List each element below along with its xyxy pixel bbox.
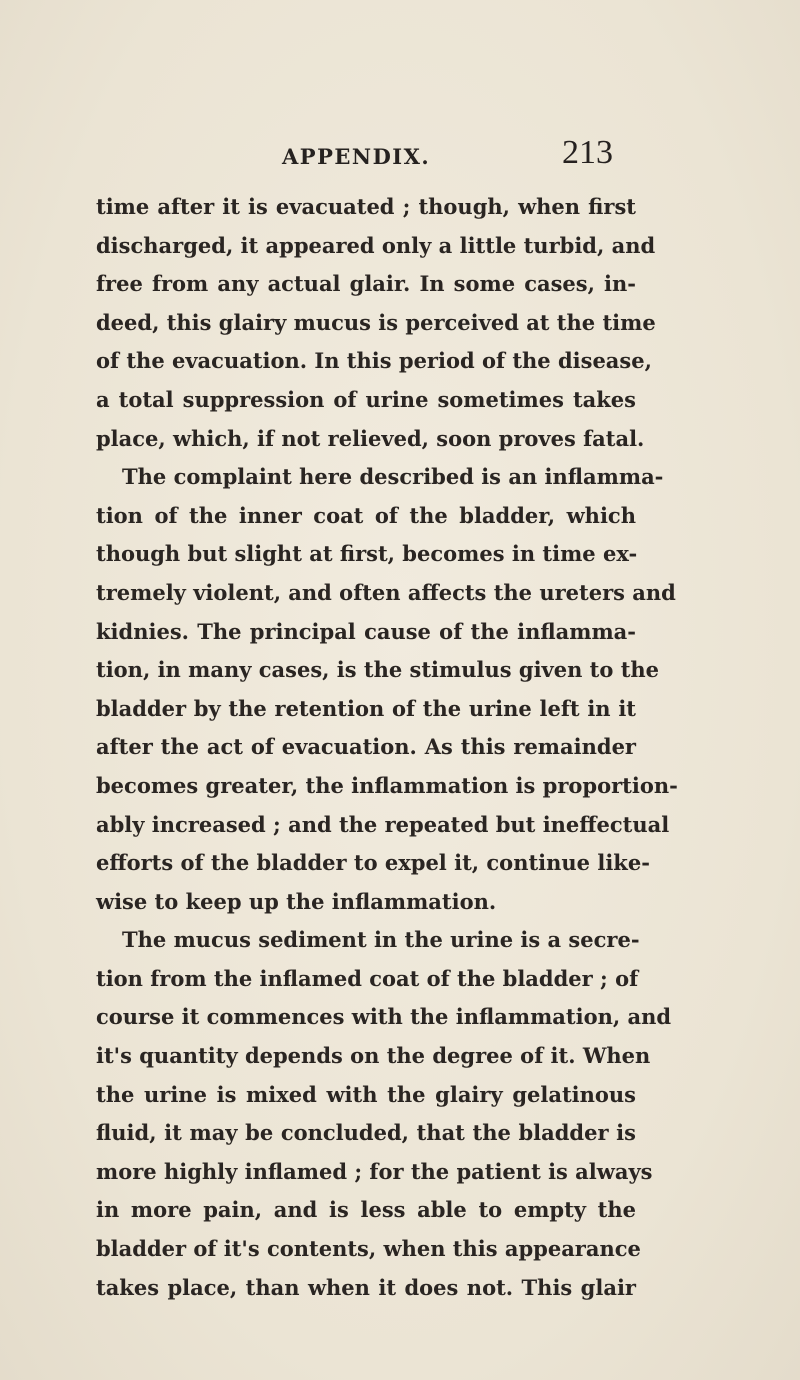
running-head: APPENDIX. [282,144,431,169]
text-line: time after it is evacuated ; though, when first [96,194,636,219]
text-line: kidnies. The principal cause of the inflamma- [96,618,636,644]
text-line: of the evacuation. In this period of the disease, [96,348,652,374]
text-line: deed, this glairy mucus is perceived at the time [96,309,656,335]
text-line: after the act of evacuation. As this remainder [96,734,636,760]
text-line: tion from the inflamed coat of the bladder ; of [96,965,639,991]
text-line: tion of the inner coat of the bladder, which [96,502,636,528]
text-line: bladder by the retention of the urine left in it [96,695,636,721]
text-line: a total suppression of urine sometimes takes [96,386,636,412]
text-line: becomes greater, the inflammation is proportion- [96,772,678,798]
text-line: discharged, it appeared only a little turbid, and [96,232,656,258]
text-line: it's quantity depends on the degree of it. When [96,1043,651,1069]
text-line: fluid, it may be concluded, that the bladder is [96,1120,636,1146]
text-line: more highly inflamed ; for the patient is always [96,1158,653,1184]
body-text [96,188,678,1307]
text-line: course it commences with the inflammation, and [96,1004,672,1030]
text-line: efforts of the bladder to expel it, continue like- [96,850,650,876]
text-line: though but slight at first, becomes in time ex- [96,541,638,567]
text-line: The complaint here described is an inflamma- [122,464,664,490]
text-line: the urine is mixed with the glairy gelatinous [96,1081,636,1107]
text-line: The mucus sediment in the urine is a secre- [122,927,640,953]
text-line: tion, in many cases, is the stimulus given to the [96,657,660,683]
text-line: wise to keep up the inflammation. [96,888,497,914]
text-line: bladder of it's contents, when this appearance [96,1236,641,1262]
text-line: takes place, than when it does not. This glair [96,1274,636,1300]
text-line: in more pain, and is less able to empty the [96,1197,636,1223]
text-line: tremely violent, and often affects the ureters and [96,579,676,605]
page-header [0,134,800,178]
text-line: place, which, if not relieved, soon proves fatal. [96,425,645,451]
text-line: free from any actual glair. In some cases, in- [96,271,636,297]
page-number: 213 [562,134,613,171]
text-line: ably increased ; and the repeated but ineffectual [96,811,670,837]
